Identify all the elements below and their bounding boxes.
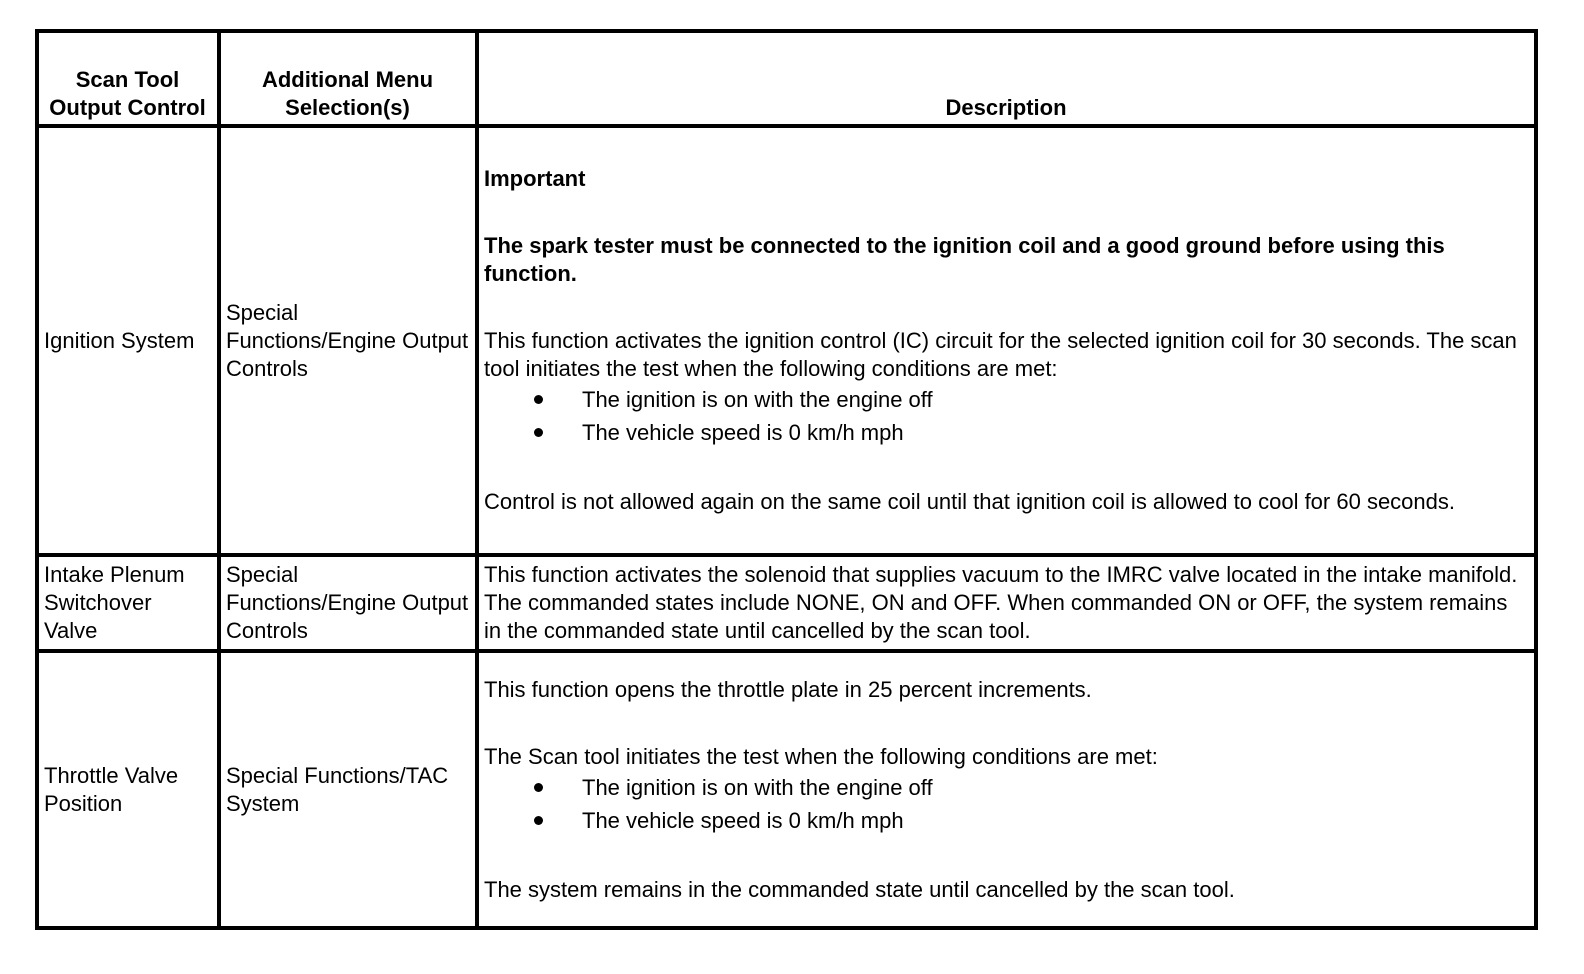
table-row <box>37 555 1536 651</box>
header-scan-tool-output-control: Scan Tool Output Control <box>37 31 219 126</box>
description-cell <box>477 126 1536 555</box>
bullet-icon <box>534 783 543 792</box>
control-cell: Throttle Valve Position <box>37 651 219 928</box>
conditions-list <box>484 771 1528 837</box>
bullet-icon <box>534 428 543 437</box>
list-item: The vehicle speed is 0 km/h mph <box>484 416 1528 449</box>
description-cell <box>477 555 1536 651</box>
bullet-icon <box>534 816 543 825</box>
header-row <box>37 31 1536 126</box>
control-cell: Ignition System <box>37 126 219 555</box>
header-additional-menu-selections: Additional Menu Selection(s) <box>219 31 477 126</box>
list-item: The vehicle speed is 0 km/h mph <box>484 804 1528 837</box>
conditions-list <box>484 383 1528 449</box>
description-conditions-intro: The Scan tool initiates the test when the following conditions are met: <box>484 743 1158 769</box>
menu-cell: Special Functions/Engine Output Controls <box>219 555 477 651</box>
description-cell <box>477 651 1536 928</box>
important-note: The spark tester must be connected to the ignition coil and a good ground before using this function. <box>484 233 1445 286</box>
menu-cell: Special Functions/TAC System <box>219 651 477 928</box>
header-description: Description <box>477 31 1536 126</box>
description-closing: Control is not allowed again on the same coil until that ignition coil is allowed to cool for 60 seconds. <box>484 489 1455 514</box>
description-intro: This function activates the ignition control (IC) circuit for the selected ignition coil for 30 seconds. The scan tool initiates the test when the following conditions are met: <box>484 328 1517 381</box>
output-controls-table <box>35 29 1538 930</box>
table-row <box>37 651 1536 928</box>
list-item: The ignition is on with the engine off <box>484 771 1528 804</box>
important-label: Important <box>484 166 586 191</box>
description-intro: This function opens the throttle plate in 25 percent increments. <box>484 676 1092 702</box>
description-closing: The system remains in the commanded state until cancelled by the scan tool. <box>484 876 1235 902</box>
bullet-icon <box>534 395 543 404</box>
list-item: The ignition is on with the engine off <box>484 383 1528 416</box>
description-text: This function activates the solenoid that supplies vacuum to the IMRC valve located in the intake manifold. The commanded states include NONE, ON and OFF. When commanded ON or OFF, the system remains in the commanded state until cancelled by the scan tool. <box>484 562 1518 643</box>
table-row <box>37 126 1536 555</box>
menu-cell: Special Functions/Engine Output Controls <box>219 126 477 555</box>
control-cell: Intake Plenum Switchover Valve <box>37 555 219 651</box>
